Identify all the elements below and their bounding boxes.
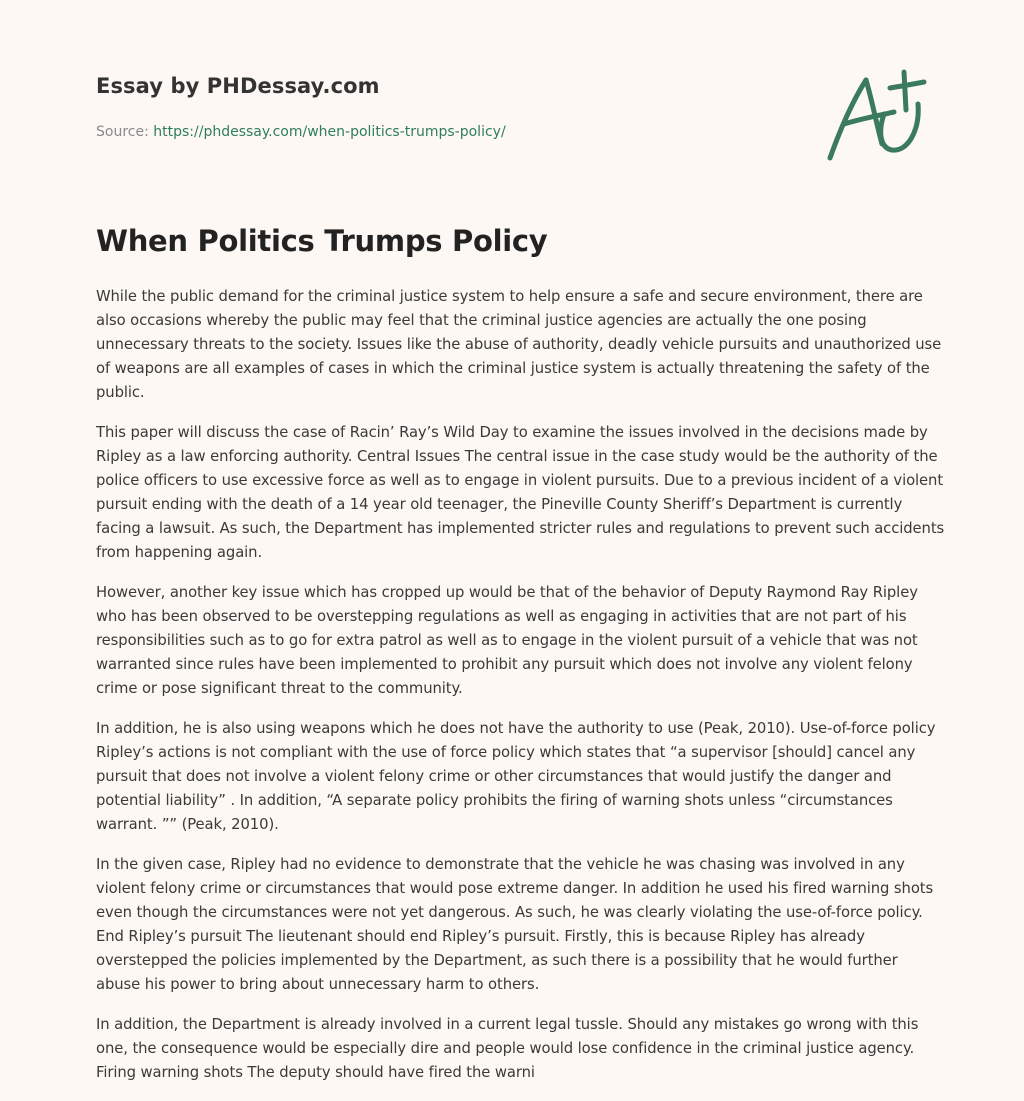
paragraph: While the public demand for the criminal justice system to help ensure a safe and secure environment, there are also occasions whereby the public may feel that the criminal justice agencies are actually the one posing unnecessary threats to the society. Issues like the abuse of authority, deadly vehicle pursuits and unauthorized use of weapons are all examples of cases in which the criminal justice system is actually threatening the safety of the public. <box>96 288 942 401</box>
source-line <box>96 124 506 140</box>
source-link[interactable]: https://phdessay.com/when-politics-trumps-policy/ <box>153 124 506 140</box>
paragraph: In addition, the Department is already involved in a current legal tussle. Should any mistakes go wrong with this one, the consequence would be especially dire and people would lose confidence in the criminal justice agency. Firing warning shots The deputy should have fired the warni <box>96 1016 919 1081</box>
paragraph: However, another key issue which has cropped up would be that of the behavior of Deputy Raymond Ray Ripley who has been observed to be overstepping regulations as well as engaging in activities that are not part of his responsibilities such as to go for extra patrol as well as to engage in the violent pursuit of a vehicle that was not warranted since rules have been implemented to prohibit any pursuit which does not involve any violent felony crime or pose significant threat to the community. <box>96 584 918 697</box>
paragraph: This paper will discuss the case of Racin’ Ray’s Wild Day to examine the issues involved in the decisions made by Ripley as a law enforcing authority. Central Issues The central issue in the case study would be the authority of the police officers to use excessive force as well as to engage in violent pursuits. Due to a previous incident of a violent pursuit ending with the death of a 14 year old teenager, the Pineville County Sheriff’s Department is currently facing a lawsuit. As such, the Department has implemented stricter rules and regulations to prevent such accidents from happening again. <box>96 424 945 561</box>
paragraph: In the given case, Ripley had no evidence to demonstrate that the vehicle he was chasing was involved in any violent felony crime or circumstances that would pose extreme danger. In addition he used his fired warning shots even though the circumstances were not yet dangerous. As such, he was clearly violating the use-of-force policy. End Ripley’s pursuit The lieutenant should end Ripley’s pursuit. Firstly, this is because Ripley has already overstepped the policies implemented by the Department, as such there is a possibility that he would further abuse his power to bring about unnecessary harm to others. <box>96 856 934 993</box>
article-body <box>96 285 946 1101</box>
article-title: When Politics Trumps Policy <box>96 224 548 258</box>
source-label: Source: <box>96 124 149 140</box>
paragraph: In addition, he is also using weapons which he does not have the authority to use (Peak, 2010). Use-of-force policy Ripley’s actions is not compliant with the use of force policy which states that “a supervisor [should] cancel any pursuit that does not involve a violent felony crime or other circumstances that would justify the danger and potential liability” . In addition, “A separate policy prohibits the firing of warning shots unless “circumstances warrant. ”” (Peak, 2010). <box>96 720 936 833</box>
a-plus-logo-icon <box>818 66 930 170</box>
site-title: Essay by PHDessay.com <box>96 74 380 98</box>
